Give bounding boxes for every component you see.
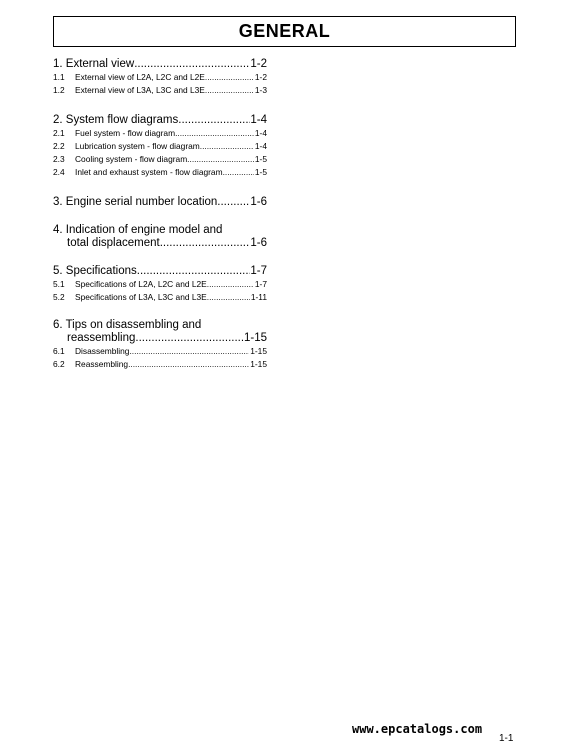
toc-entry-label: 1. External view <box>53 58 135 70</box>
toc-subentry-number: 1.2 <box>53 85 65 95</box>
page-number: 1-1 <box>499 733 514 744</box>
toc-subentry-number: 5.1 <box>53 279 65 289</box>
toc-subentry-number: 5.2 <box>53 292 65 302</box>
toc-entry-label-line2: reassembling <box>67 332 136 344</box>
toc-subentry[interactable] <box>53 71 267 84</box>
toc-subentry[interactable] <box>53 358 267 371</box>
toc-entry[interactable] <box>53 265 267 278</box>
toc-entry[interactable] <box>53 58 267 71</box>
spacer <box>53 179 267 196</box>
toc-subentry-number: 2.2 <box>53 141 65 151</box>
toc-entry[interactable] <box>53 237 267 250</box>
footer-watermark-url[interactable]: www.epcatalogs.com <box>352 722 483 736</box>
toc-entry-page: 1-6 <box>250 237 267 249</box>
toc-leader <box>128 358 249 371</box>
toc-entry-label-line1: 4. Indication of engine model and <box>53 224 223 236</box>
toc-subentry-page: 1-3 <box>254 85 267 95</box>
toc-entry-label-line2: total displacement <box>67 237 160 249</box>
toc-leader <box>205 71 254 84</box>
toc-entry-label: 2. System flow diagrams <box>53 114 179 126</box>
toc-entry-label-line1: 6. Tips on disassembling and <box>53 319 202 331</box>
toc-leader <box>135 332 244 345</box>
toc-leader <box>134 58 250 71</box>
toc-entry-page: 1-7 <box>250 265 267 277</box>
toc-subentry[interactable] <box>53 153 267 166</box>
toc-subentry-page: 1-4 <box>254 128 267 138</box>
toc-subentry-label: Lubrication system - flow diagram <box>75 141 200 151</box>
toc-subentry-page: 1-5 <box>254 167 267 177</box>
toc-subentry[interactable] <box>53 127 267 140</box>
toc-subentry-page: 1-15 <box>250 346 267 356</box>
toc-subentry-number: 1.1 <box>53 72 65 82</box>
toc-leader <box>217 196 250 209</box>
toc-entry[interactable] <box>53 332 267 345</box>
toc-leader <box>207 291 250 304</box>
toc-subentry-page: 1-15 <box>250 359 267 369</box>
toc-subentry[interactable] <box>53 166 267 179</box>
toc-subentry-label: Fuel system - flow diagram <box>75 128 176 138</box>
toc-subentry-number: 2.1 <box>53 128 65 138</box>
toc-leader <box>205 84 254 97</box>
toc-leader <box>178 114 250 127</box>
toc-leader <box>187 153 254 166</box>
toc-entry-page: 1-2 <box>250 58 267 70</box>
toc-subentry-page: 1-7 <box>254 279 267 289</box>
toc-subentry-number: 6.2 <box>53 359 65 369</box>
toc-subentry[interactable] <box>53 345 267 358</box>
toc-entry-page: 1-15 <box>243 332 267 344</box>
toc-leader <box>175 127 254 140</box>
toc-subentry-label: External view of L2A, L2C and L2E <box>75 72 205 82</box>
toc-entry[interactable] <box>53 114 267 127</box>
spacer <box>53 97 267 114</box>
spacer <box>53 209 267 224</box>
toc-subentry-number: 6.1 <box>53 346 65 356</box>
toc-subentry[interactable] <box>53 278 267 291</box>
toc-leader <box>200 140 254 153</box>
toc-section-1 <box>53 58 267 97</box>
toc-entry-page: 1-6 <box>250 196 267 208</box>
toc-subentry-label: Reassembling <box>75 359 129 369</box>
toc-section-6 <box>53 319 267 371</box>
toc-section-4 <box>53 224 267 250</box>
toc-subentry-label: Specifications of L3A, L3C and L3E <box>75 292 207 302</box>
toc-subentry-page: 1-5 <box>254 154 267 164</box>
page-title: GENERAL <box>238 21 331 41</box>
toc-leader <box>137 265 251 278</box>
toc-subentry-label: External view of L3A, L3C and L3E <box>75 85 205 95</box>
toc-subentry[interactable] <box>53 291 267 304</box>
toc-section-3 <box>53 196 267 209</box>
toc-subentry[interactable] <box>53 84 267 97</box>
spacer <box>53 304 267 319</box>
toc-section-5 <box>53 265 267 304</box>
toc-subentry-label: Specifications of L2A, L2C and L2E <box>75 279 207 289</box>
toc-subentry-number: 2.4 <box>53 167 65 177</box>
toc-leader <box>223 166 254 179</box>
toc-subentry-label: Inlet and exhaust system - flow diagram <box>75 167 223 177</box>
toc-subentry-page: 1-11 <box>250 292 267 302</box>
table-of-contents <box>53 58 267 371</box>
toc-leader <box>207 278 254 291</box>
toc-subentry-label: Disassembling <box>75 346 130 356</box>
toc-subentry[interactable] <box>53 140 267 153</box>
toc-section-2 <box>53 114 267 179</box>
toc-entry-label: 5. Specifications <box>53 265 137 277</box>
page-title-box <box>53 16 516 47</box>
spacer <box>53 250 267 265</box>
toc-subentry-number: 2.3 <box>53 154 65 164</box>
toc-leader <box>160 237 251 250</box>
toc-entry[interactable] <box>53 196 267 209</box>
toc-leader <box>129 345 249 358</box>
toc-entry-label: 3. Engine serial number location <box>53 196 218 208</box>
toc-entry-page: 1-4 <box>250 114 267 126</box>
toc-subentry-label: Cooling system - flow diagram <box>75 154 188 164</box>
toc-subentry-page: 1-2 <box>254 72 267 82</box>
toc-subentry-page: 1-4 <box>254 141 267 151</box>
